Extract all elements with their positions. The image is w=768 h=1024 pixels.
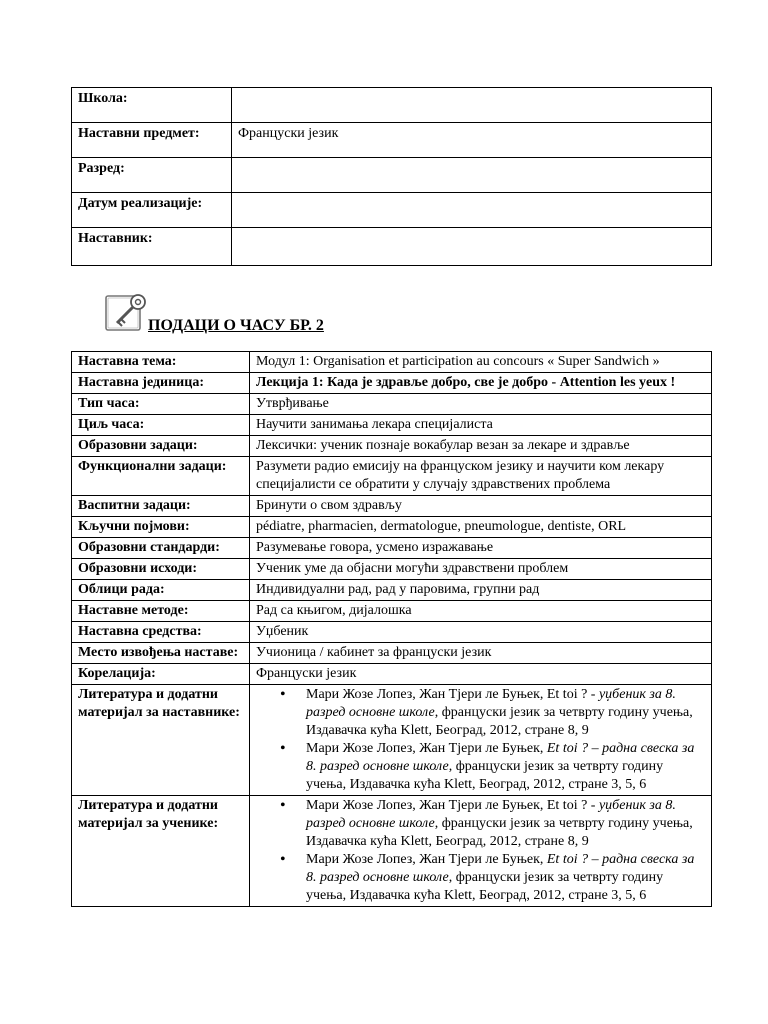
subject-value: Француски језик <box>232 123 712 158</box>
student-literature-label: Литература и додатни материјал за ученике: <box>72 796 250 907</box>
location-value: Учионица / кабинет за француски језик <box>250 643 712 664</box>
outcomes-label: Образовни исходи: <box>72 559 250 580</box>
page-title: ПОДАЦИ О ЧАСУ БР. 2 <box>148 317 324 334</box>
table-row <box>72 685 712 796</box>
table-row <box>72 228 712 266</box>
student-literature-value <box>250 796 712 907</box>
table-row <box>72 373 712 394</box>
topic-label: Наставна тема: <box>72 352 250 373</box>
table-row <box>72 664 712 685</box>
grade-label: Разред: <box>72 158 232 193</box>
table-row <box>72 415 712 436</box>
goal-value: Научити занимања лекара специјалиста <box>250 415 712 436</box>
table-row <box>72 394 712 415</box>
key-terms-label: Кључни појмови: <box>72 517 250 538</box>
school-info-table <box>71 87 712 266</box>
work-forms-value: Индивидуални рад, рад у паровима, групни рад <box>250 580 712 601</box>
functional-tasks-value: Разумети радио емисију на француском језику и научити ком лекару специјалисти се обратити у случају здравствених проблема <box>250 457 712 496</box>
table-row <box>72 601 712 622</box>
teacher-literature-label: Литература и додатни материјал за наставнике: <box>72 685 250 796</box>
upbringing-tasks-value: Бринути о свом здрављу <box>250 496 712 517</box>
table-row <box>72 436 712 457</box>
table-row <box>72 457 712 496</box>
unit-label: Наставна јединица: <box>72 373 250 394</box>
outcomes-value: Ученик уме да објасни могући здравствени проблем <box>250 559 712 580</box>
date-label: Датум реализације: <box>72 193 232 228</box>
table-row <box>72 88 712 123</box>
teacher-literature-value <box>250 685 712 796</box>
list-item: • Мари Жозе Лопез, Жан Тјери ле Буњек, Et toi ? – радна свеска за 8. разред основне школе, француски језик за четврту годину учења, Издавачка кућа Klett, Београд, 2012, стране 3, 5, 6 <box>306 851 705 905</box>
list-item: • Мари Жозе Лопез, Жан Тјери ле Буњек, Et toi ? - уџбеник за 8. разред основне школе, француски језик за четврту годину учења, Издавачка кућа Klett, Београд, 2012, стране 8, 9 <box>306 686 705 740</box>
lesson-table <box>71 351 712 907</box>
table-row <box>72 559 712 580</box>
table-row <box>72 796 712 907</box>
teacher-label: Наставник: <box>72 228 232 266</box>
educational-tasks-label: Образовни задаци: <box>72 436 250 457</box>
key-terms-value: pédiatre, pharmacien, dermatologue, pneumologue, dentiste, ORL <box>250 517 712 538</box>
table-row <box>72 643 712 664</box>
student-literature-list <box>256 797 705 905</box>
correlation-value: Француски језик <box>250 664 712 685</box>
school-value <box>232 88 712 123</box>
list-item: • Мари Жозе Лопез, Жан Тјери ле Буњек, Et toi ? - уџбеник за 8. разред основне школе, француски језик за четврту годину учења, Издавачка кућа Klett, Београд, 2012, стране 8, 9 <box>306 797 705 851</box>
school-label: Школа: <box>72 88 232 123</box>
correlation-label: Корелација: <box>72 664 250 685</box>
upbringing-tasks-label: Васпитни задаци: <box>72 496 250 517</box>
goal-label: Циљ часа: <box>72 415 250 436</box>
date-value <box>232 193 712 228</box>
unit-value: Лекција 1: Када је здравље добро, све је добро - Attention les yeux ! <box>250 373 712 394</box>
educational-tasks-value: Лексички: ученик познаје вокабулар везан за лекаре и здравље <box>250 436 712 457</box>
methods-label: Наставне методе: <box>72 601 250 622</box>
location-label: Место извођења наставе: <box>72 643 250 664</box>
subject-label: Наставни предмет: <box>72 123 232 158</box>
topic-value: Модул 1: Organisation et participation au concours « Super Sandwich » <box>250 352 712 373</box>
resources-value: Уџбеник <box>250 622 712 643</box>
table-row <box>72 538 712 559</box>
table-row <box>72 158 712 193</box>
table-row <box>72 580 712 601</box>
list-item: • Мари Жозе Лопез, Жан Тјери ле Буњек, Et toi ? – радна свеска за 8. разред основне школе, француски језик за четврту годину учења, Издавачка кућа Klett, Београд, 2012, стране 3, 5, 6 <box>306 740 705 794</box>
teacher-value <box>232 228 712 266</box>
standards-value: Разумевање говора, усмено изражавање <box>250 538 712 559</box>
table-row <box>72 193 712 228</box>
table-row <box>72 123 712 158</box>
key-icon <box>104 292 148 334</box>
standards-label: Образовни стандарди: <box>72 538 250 559</box>
table-row <box>72 352 712 373</box>
resources-label: Наставна средства: <box>72 622 250 643</box>
table-row <box>72 517 712 538</box>
lesson-type-value: Утврђивање <box>250 394 712 415</box>
work-forms-label: Облици рада: <box>72 580 250 601</box>
methods-value: Рад са књигом, дијалошка <box>250 601 712 622</box>
table-row <box>72 496 712 517</box>
teacher-literature-list <box>256 686 705 794</box>
grade-value <box>232 158 712 193</box>
functional-tasks-label: Функционални задаци: <box>72 457 250 496</box>
lesson-type-label: Тип часа: <box>72 394 250 415</box>
table-row <box>72 622 712 643</box>
